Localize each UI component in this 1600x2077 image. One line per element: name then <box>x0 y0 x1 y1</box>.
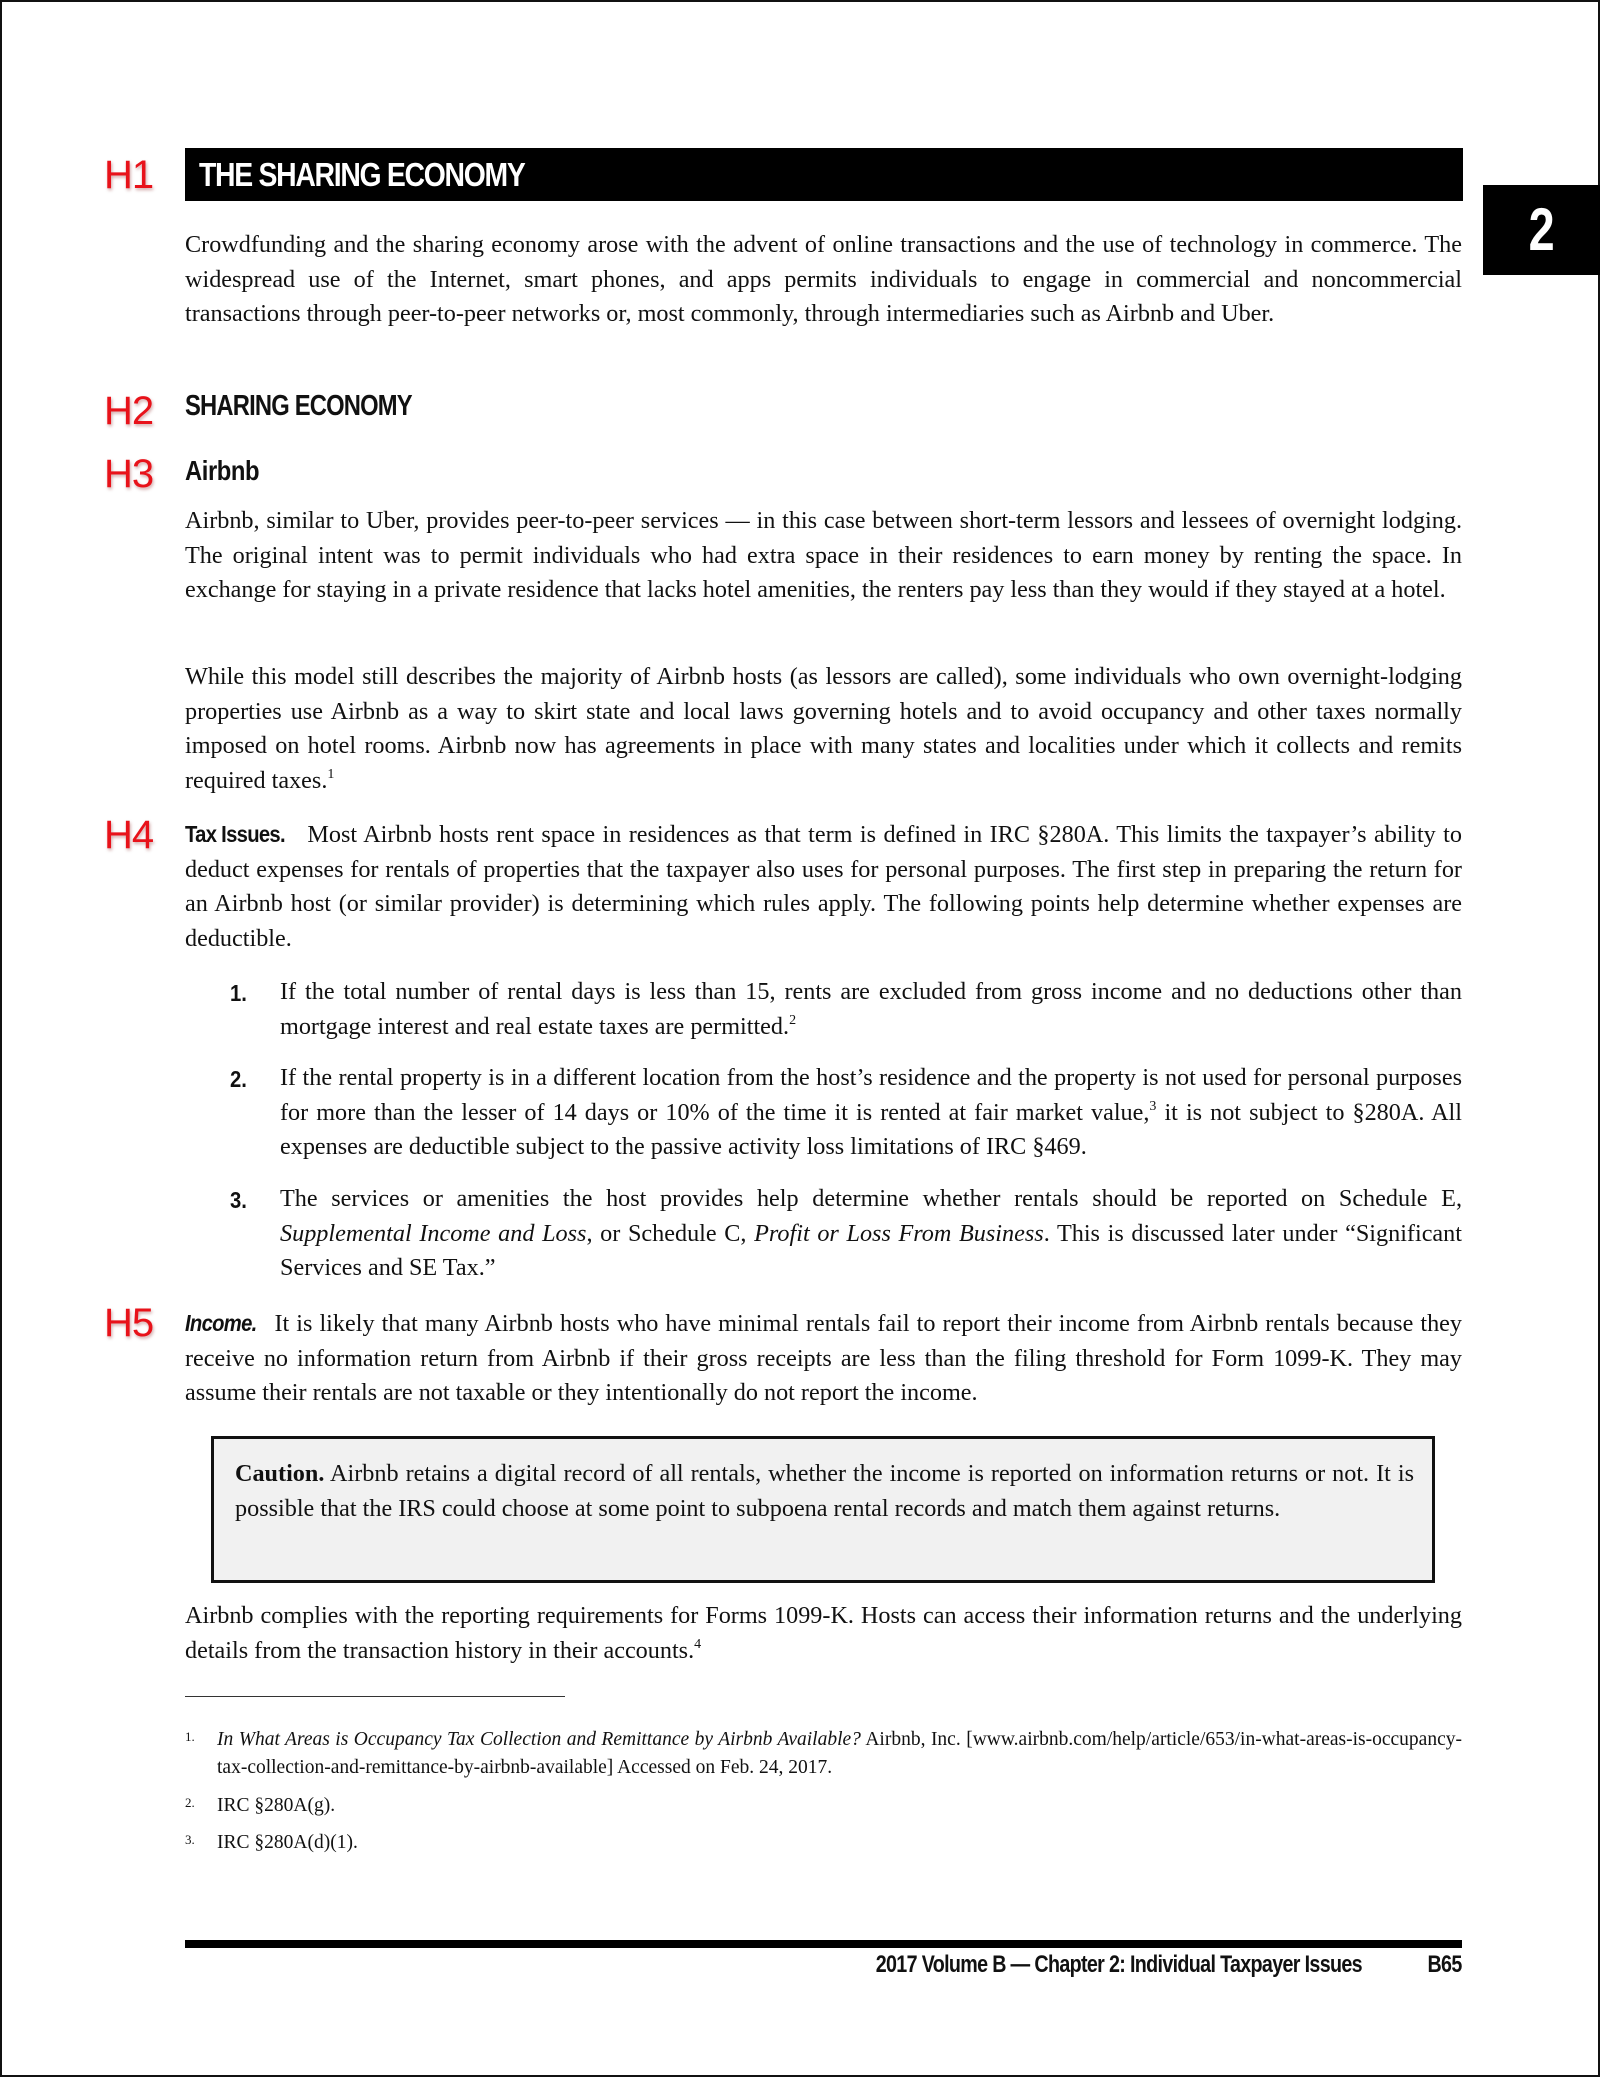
footnote-1 <box>185 1726 1462 1782</box>
income-text: It is likely that many Airbnb hosts who have minimal rentals fail to report their income from Airbnb rentals because they receive no information return from Airbnb if their gross receipts are less than the filing threshold for Form 1099-K. They may assume their rentals are not taxable or they intentionally do not report the income. <box>185 1310 1463 1406</box>
list-number-2: 2. <box>230 1066 247 1092</box>
list-item-3 <box>280 1182 1462 1286</box>
footnote-ref-2[interactable]: 2 <box>789 1012 797 1028</box>
airbnb-paragraph-2 <box>185 660 1462 798</box>
caution-body: Airbnb retains a digital record of all rentals, whether the income is reported on information returns or not. It is possible that the IRS could choose at some point to subpoena rental records and match them against returns. <box>235 1460 1414 1522</box>
list-item-2-text-a: If the rental property is in a different location from the host’s residence and the property is not used for personal purposes for more than the lesser of 14 days or 10% of the time it is rented at fair market value, <box>280 1064 1462 1126</box>
list-item-2 <box>280 1061 1462 1165</box>
chapter-tab <box>1483 185 1600 275</box>
closing-text: Airbnb complies with the reporting requirements for Forms 1099-K. Hosts can access their information returns and the underlying details from the transaction history in their accounts. <box>185 1602 1462 1664</box>
h2-title: SHARING ECONOMY <box>185 390 412 422</box>
footnote-divider <box>185 1696 565 1697</box>
list-item-2-text-b: it is not subject to §280A. All expenses are deductible subject to the passive activity loss limitations of IRC §469. <box>280 1098 1462 1160</box>
annotation-h3-label: H3 <box>104 452 154 496</box>
airbnb-paragraph-1: Airbnb, similar to Uber, provides peer-to-peer services — in this case between short-term lessors and lessees of overnight lodging. The original intent was to permit individuals who had extra space in their residences to earn money by renting the space. In exchange for staying in a private residence that lacks hotel amenities, the renters pay less than they would if they stayed at a hotel. <box>185 507 1462 603</box>
annotation-h5-label: H5 <box>104 1301 154 1345</box>
footer-running-title: 2017 Volume B — Chapter 2: Individual Taxpayer Issues <box>875 1951 1362 1978</box>
footnote-1-article-title: In What Areas is Occupancy Tax Collection and Remittance by Airbnb Available? <box>217 1729 861 1750</box>
annotation-h1-label: H1 <box>104 153 154 197</box>
h3-title: Airbnb <box>185 455 260 486</box>
h4-tax-issues-heading: Tax Issues. <box>185 821 285 847</box>
list-item-3-text-b: , or Schedule C, <box>586 1219 755 1247</box>
list-item-1 <box>280 975 1462 1044</box>
footnote-2 <box>185 1792 1462 1820</box>
chapter-number: 2 <box>1528 196 1555 263</box>
list-number-3: 3. <box>230 1187 247 1213</box>
footnote-2-number: 2. <box>185 1795 195 1810</box>
annotation-h2-label: H2 <box>104 389 154 433</box>
footnote-ref-1[interactable]: 1 <box>327 766 335 782</box>
tax-issues-paragraph <box>185 817 1462 956</box>
intro-paragraph: Crowdfunding and the sharing economy arose with the advent of online transactions and the use of technology in commerce. The widespread use of the Internet, smart phones, and apps permits individuals to engage in commercial and noncommercial transactions through peer-to-peer networks or, most commonly, through intermediaries such as Airbnb and Uber. <box>185 231 1462 327</box>
caution-label: Caution. <box>235 1460 325 1487</box>
annotation-h4-label: H4 <box>104 813 154 857</box>
footer-rule <box>185 1940 1462 1948</box>
closing-paragraph <box>185 1599 1462 1668</box>
footnote-ref-3[interactable]: 3 <box>1149 1098 1157 1114</box>
list-item-1-text: If the total number of rental days is less than 15, rents are excluded from gross income and no deductions other than mortgage interest and real estate taxes are permitted. <box>280 978 1462 1040</box>
schedule-e-title: Supplemental Income and Loss <box>280 1219 587 1247</box>
h1-title: THE SHARING ECONOMY <box>199 156 525 193</box>
footnote-1-number: 1. <box>185 1729 195 1744</box>
footnote-3 <box>185 1829 1462 1857</box>
list-item-3-text-c: . This is discussed later under “Significant Services and SE Tax.” <box>280 1219 1462 1281</box>
caution-text <box>235 1457 1414 1526</box>
footnote-1-citation: Airbnb, Inc. [www.airbnb.com/help/article/653/in-what-areas-is-occupancy-tax-collection-and-remittance-by-airbnb-available] Accessed on Feb. 24, 2017. <box>217 1729 1462 1778</box>
income-paragraph <box>185 1306 1462 1411</box>
footer-page-number: B65 <box>1427 1951 1462 1978</box>
footnote-3-body: IRC §280A(d)(1). <box>217 1832 358 1853</box>
footnote-3-number: 3. <box>185 1832 195 1847</box>
h5-income-heading: Income. <box>185 1310 257 1336</box>
h1-heading-bar <box>185 148 1463 201</box>
list-number-1: 1. <box>230 980 247 1006</box>
airbnb-paragraph-2-text: While this model still describes the majority of Airbnb hosts (as lessors are called), some individuals who own overnight-lodging properties use Airbnb as a way to skirt state and local laws governing hotels and to avoid occupancy and other taxes normally imposed on hotel rooms. Airbnb now has agreements in place with many states and localities under which it collects and remits required taxes. <box>185 663 1462 794</box>
footnote-2-body: IRC §280A(g). <box>217 1795 336 1816</box>
list-item-3-text-a: The services or amenities the host provides help determine whether rentals should be reported on Schedule E, <box>280 1185 1462 1212</box>
footnote-1-body <box>217 1726 1462 1782</box>
tax-issues-text: Most Airbnb hosts rent space in residences as that term is defined in IRC §280A. This limits the taxpayer’s ability to deduct expenses for rentals of properties that the taxpayer also uses for personal purposes. The first step in preparing the return for an Airbnb host (or similar provider) is determining which rules apply. The following points help determine whether expenses are deductible. <box>185 821 1462 952</box>
footnote-ref-4[interactable]: 4 <box>694 1636 702 1652</box>
schedule-c-title: Profit or Loss From Business <box>754 1219 1044 1247</box>
caution-box <box>211 1436 1435 1583</box>
